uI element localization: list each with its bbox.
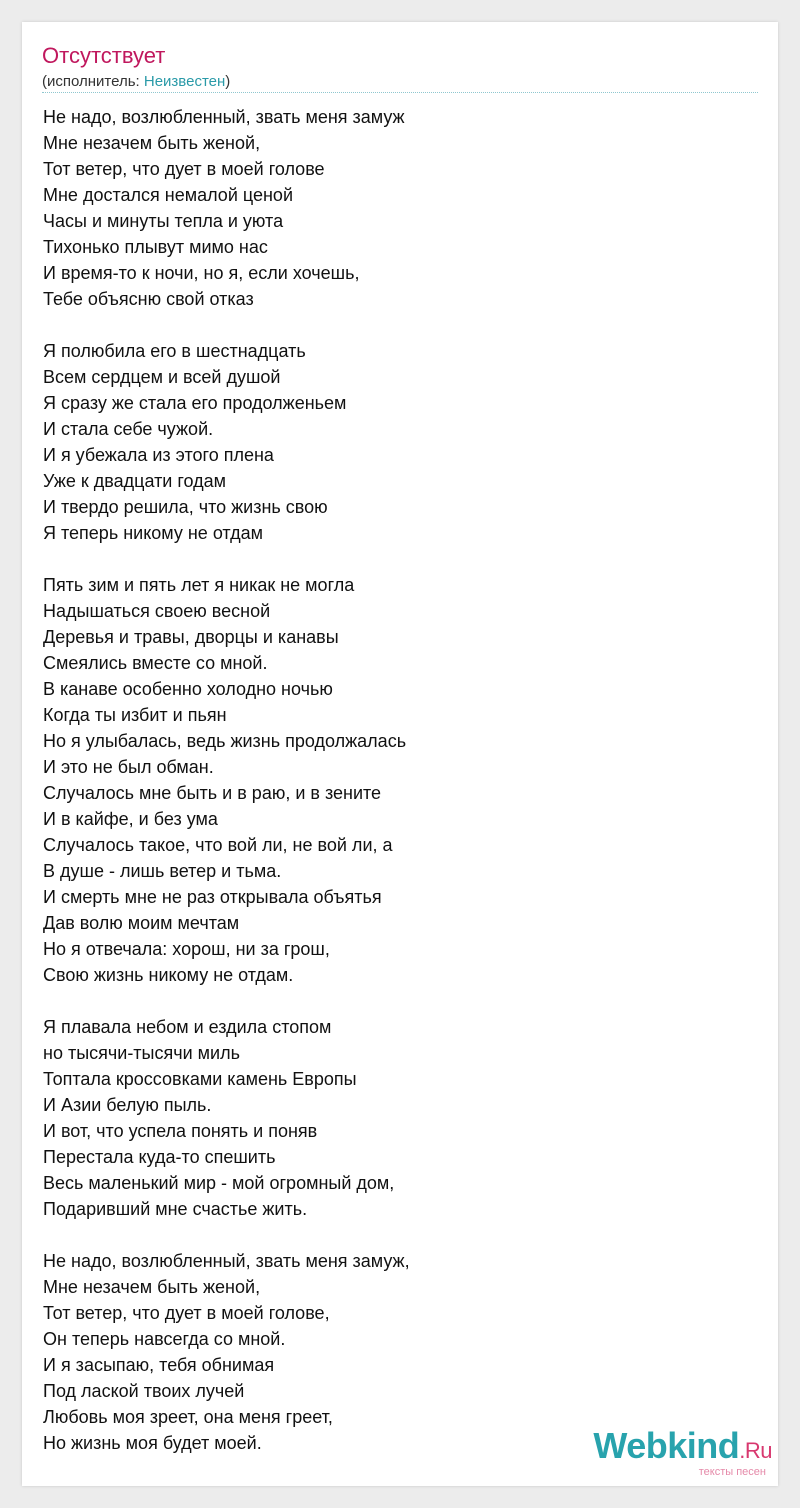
song-title: Отсутствует [42,43,166,68]
lyrics-page [22,22,778,1486]
logo-suffix: .Ru [739,1438,772,1463]
lyrics-line: Свою жизнь никому не отдам. [43,965,294,985]
lyrics-line: Часы и минуты тепла и уюта [43,211,284,231]
lyrics-line: И стала себе чужой. [43,419,214,439]
site-logo[interactable] [593,1425,772,1478]
lyrics-stanza [43,572,743,988]
artist-prefix: (исполнитель: [42,73,144,90]
lyrics-stanza [43,104,743,312]
lyrics-line: Я сразу же стала его продолженьем [43,393,347,413]
lyrics-line: Тихонько плывут мимо нас [43,237,268,257]
lyrics-line: И Азии белую пыль. [43,1095,212,1115]
lyrics-line: И твердо решила, что жизнь свою [43,497,328,517]
logo-tagline: тексты песен [698,1466,766,1478]
artist-line [42,72,230,92]
lyrics-text [43,104,743,1456]
artist-link[interactable]: Неизвестен [143,73,226,90]
lyrics-line: Подаривший мне счастье жить. [43,1199,308,1219]
lyrics-stanza [43,1014,743,1222]
lyrics-line: Я плавала небом и ездила стопом [43,1017,332,1037]
lyrics-line: Топтала кроссовками камень Европы [43,1069,357,1089]
lyrics-line: Мне незачем быть женой, [43,1277,261,1297]
lyrics-line: Смеялись вместе со мной. [43,653,268,673]
lyrics-line: Перестала куда-то спешить [43,1147,276,1167]
title-divider [42,92,758,93]
lyrics-line: Но я отвечала: хорош, ни за грош, [43,939,330,959]
lyrics-line: Всем сердцем и всей душой [43,367,281,387]
lyrics-line: И я засыпаю, тебя обнимая [43,1355,275,1375]
lyrics-line: Не надо, возлюбленный, звать меня замуж [43,107,405,127]
lyrics-line: Деревья и травы, дворцы и канавы [43,627,339,647]
lyrics-line: Тот ветер, что дует в моей голове, [43,1303,330,1323]
lyrics-line: И в кайфе, и без ума [43,809,218,829]
lyrics-line: Мне незачем быть женой, [43,133,261,153]
lyrics-line: И это не был обман. [43,757,214,777]
lyrics-line: Тот ветер, что дует в моей голове [43,159,325,179]
lyrics-line: Случалось мне быть и в раю, и в зените [43,783,382,803]
lyrics-line: И вот, что успела понять и поняв [43,1121,318,1141]
lyrics-line: Я теперь никому не отдам [43,523,263,543]
lyrics-line: Но я улыбалась, ведь жизнь продолжалась [43,731,407,751]
lyrics-stanza [43,338,743,546]
lyrics-line: Надышаться своею весной [43,601,271,621]
lyrics-line: Мне достался немалой ценой [43,185,293,205]
lyrics-line: В канаве особенно холодно ночью [43,679,333,699]
lyrics-line: Дав волю моим мечтам [43,913,240,933]
lyrics-line: но тысячи-тысячи миль [43,1043,240,1063]
lyrics-line: И я убежала из этого плена [43,445,274,465]
lyrics-line: Он теперь навсегда со мной. [43,1329,286,1349]
lyrics-line: Тебе объясню свой отказ [43,289,254,309]
lyrics-line: Любовь моя зреет, она меня греет, [43,1407,333,1427]
lyrics-line: Весь маленький мир - мой огромный дом, [43,1173,395,1193]
lyrics-line: Но жизнь моя будет моей. [43,1433,262,1453]
lyrics-line: Когда ты избит и пьян [43,705,227,725]
lyrics-line: Случалось такое, что вой ли, не вой ли, а [43,835,393,855]
lyrics-line: И время-то к ночи, но я, если хочешь, [43,263,360,283]
lyrics-line: Под лаской твоих лучей [43,1381,245,1401]
lyrics-line: Уже к двадцати годам [43,471,227,491]
lyrics-line: Пять зим и пять лет я никак не могла [43,575,355,595]
lyrics-line: И смерть мне не раз открывала объятья [43,887,382,907]
logo-wordmark: Webkind [593,1425,740,1466]
lyrics-line: Не надо, возлюбленный, звать меня замуж, [43,1251,410,1271]
lyrics-line: В душе - лишь ветер и тьма. [43,861,282,881]
artist-suffix: ) [225,73,231,90]
lyrics-line: Я полюбила его в шестнадцать [43,341,306,361]
